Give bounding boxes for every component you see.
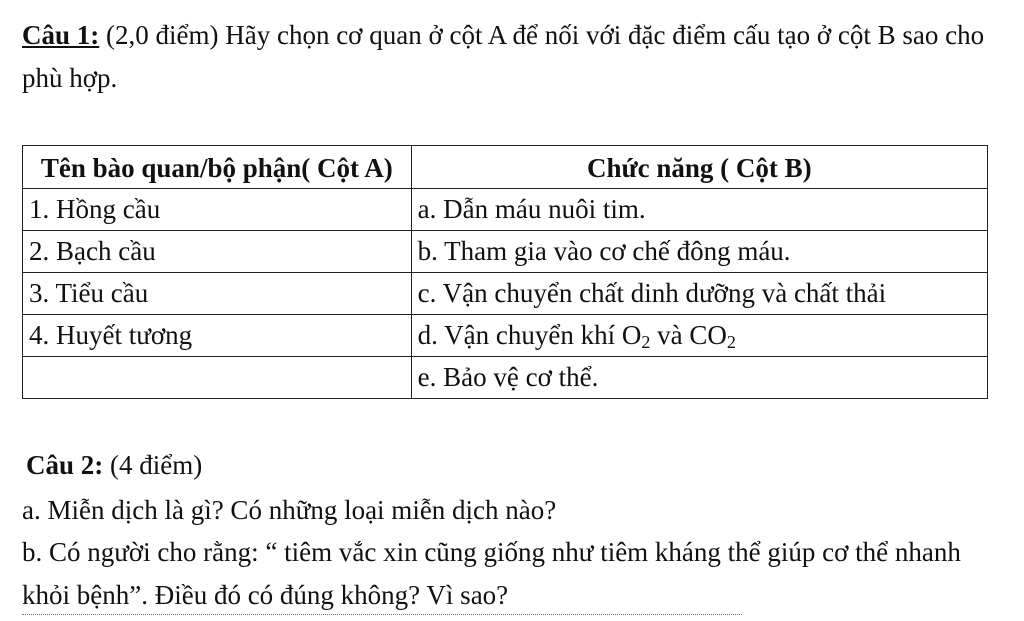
header-column-b: Chức năng ( Cột B) bbox=[411, 146, 987, 189]
cell-column-a: 4. Huyết tương bbox=[23, 315, 412, 357]
header-column-a: Tên bào quan/bộ phận( Cột A) bbox=[23, 146, 412, 189]
cell-column-a: 2. Bạch cầu bbox=[23, 231, 412, 273]
question-1-label: Câu 1: bbox=[22, 20, 100, 50]
cell-column-a: 1. Hồng cầu bbox=[23, 189, 412, 231]
table-row bbox=[23, 231, 988, 273]
question-2-label: Câu 2: bbox=[26, 450, 104, 480]
question-2-points: (4 điểm) bbox=[103, 450, 203, 480]
cell-column-b bbox=[411, 315, 987, 357]
table-header-row bbox=[23, 146, 988, 189]
cell-column-b: b. Tham gia vào cơ chế đông máu. bbox=[411, 231, 987, 273]
table-row bbox=[23, 273, 988, 315]
question-2-title bbox=[26, 446, 202, 484]
table-row bbox=[23, 315, 988, 357]
cell-column-b: c. Vận chuyển chất dinh dưỡng và chất thải bbox=[411, 273, 987, 315]
gas-text-mid: và CO bbox=[650, 320, 727, 350]
subscript-co2: 2 bbox=[726, 332, 736, 352]
question-2-part-b: b. Có người cho rằng: “ tiêm vắc xin cũng giống như tiêm kháng thể giúp cơ thể nhanh khỏi bệnh”. Điều đó có đúng không? Vì sao? bbox=[22, 537, 961, 610]
gas-text-prefix: d. Vận chuyển khí O bbox=[417, 320, 642, 350]
subscript-o2: 2 bbox=[641, 332, 651, 352]
cell-column-b: e. Bảo vệ cơ thể. bbox=[411, 357, 987, 399]
matching-table bbox=[22, 145, 988, 399]
question-1 bbox=[22, 14, 1002, 100]
cell-column-a-empty bbox=[23, 357, 412, 399]
table-row bbox=[23, 189, 988, 231]
table-row bbox=[23, 357, 988, 399]
cell-column-a: 3. Tiểu cầu bbox=[23, 273, 412, 315]
question-1-text: (2,0 điểm) Hãy chọn cơ quan ở cột A để nối với đặc điểm cấu tạo ở cột B sao cho phù hợp. bbox=[22, 20, 985, 93]
cell-column-b: a. Dẫn máu nuôi tim. bbox=[411, 189, 987, 231]
question-2-part-a: a. Miễn dịch là gì? Có những loại miễn dịch nào? bbox=[22, 495, 557, 525]
